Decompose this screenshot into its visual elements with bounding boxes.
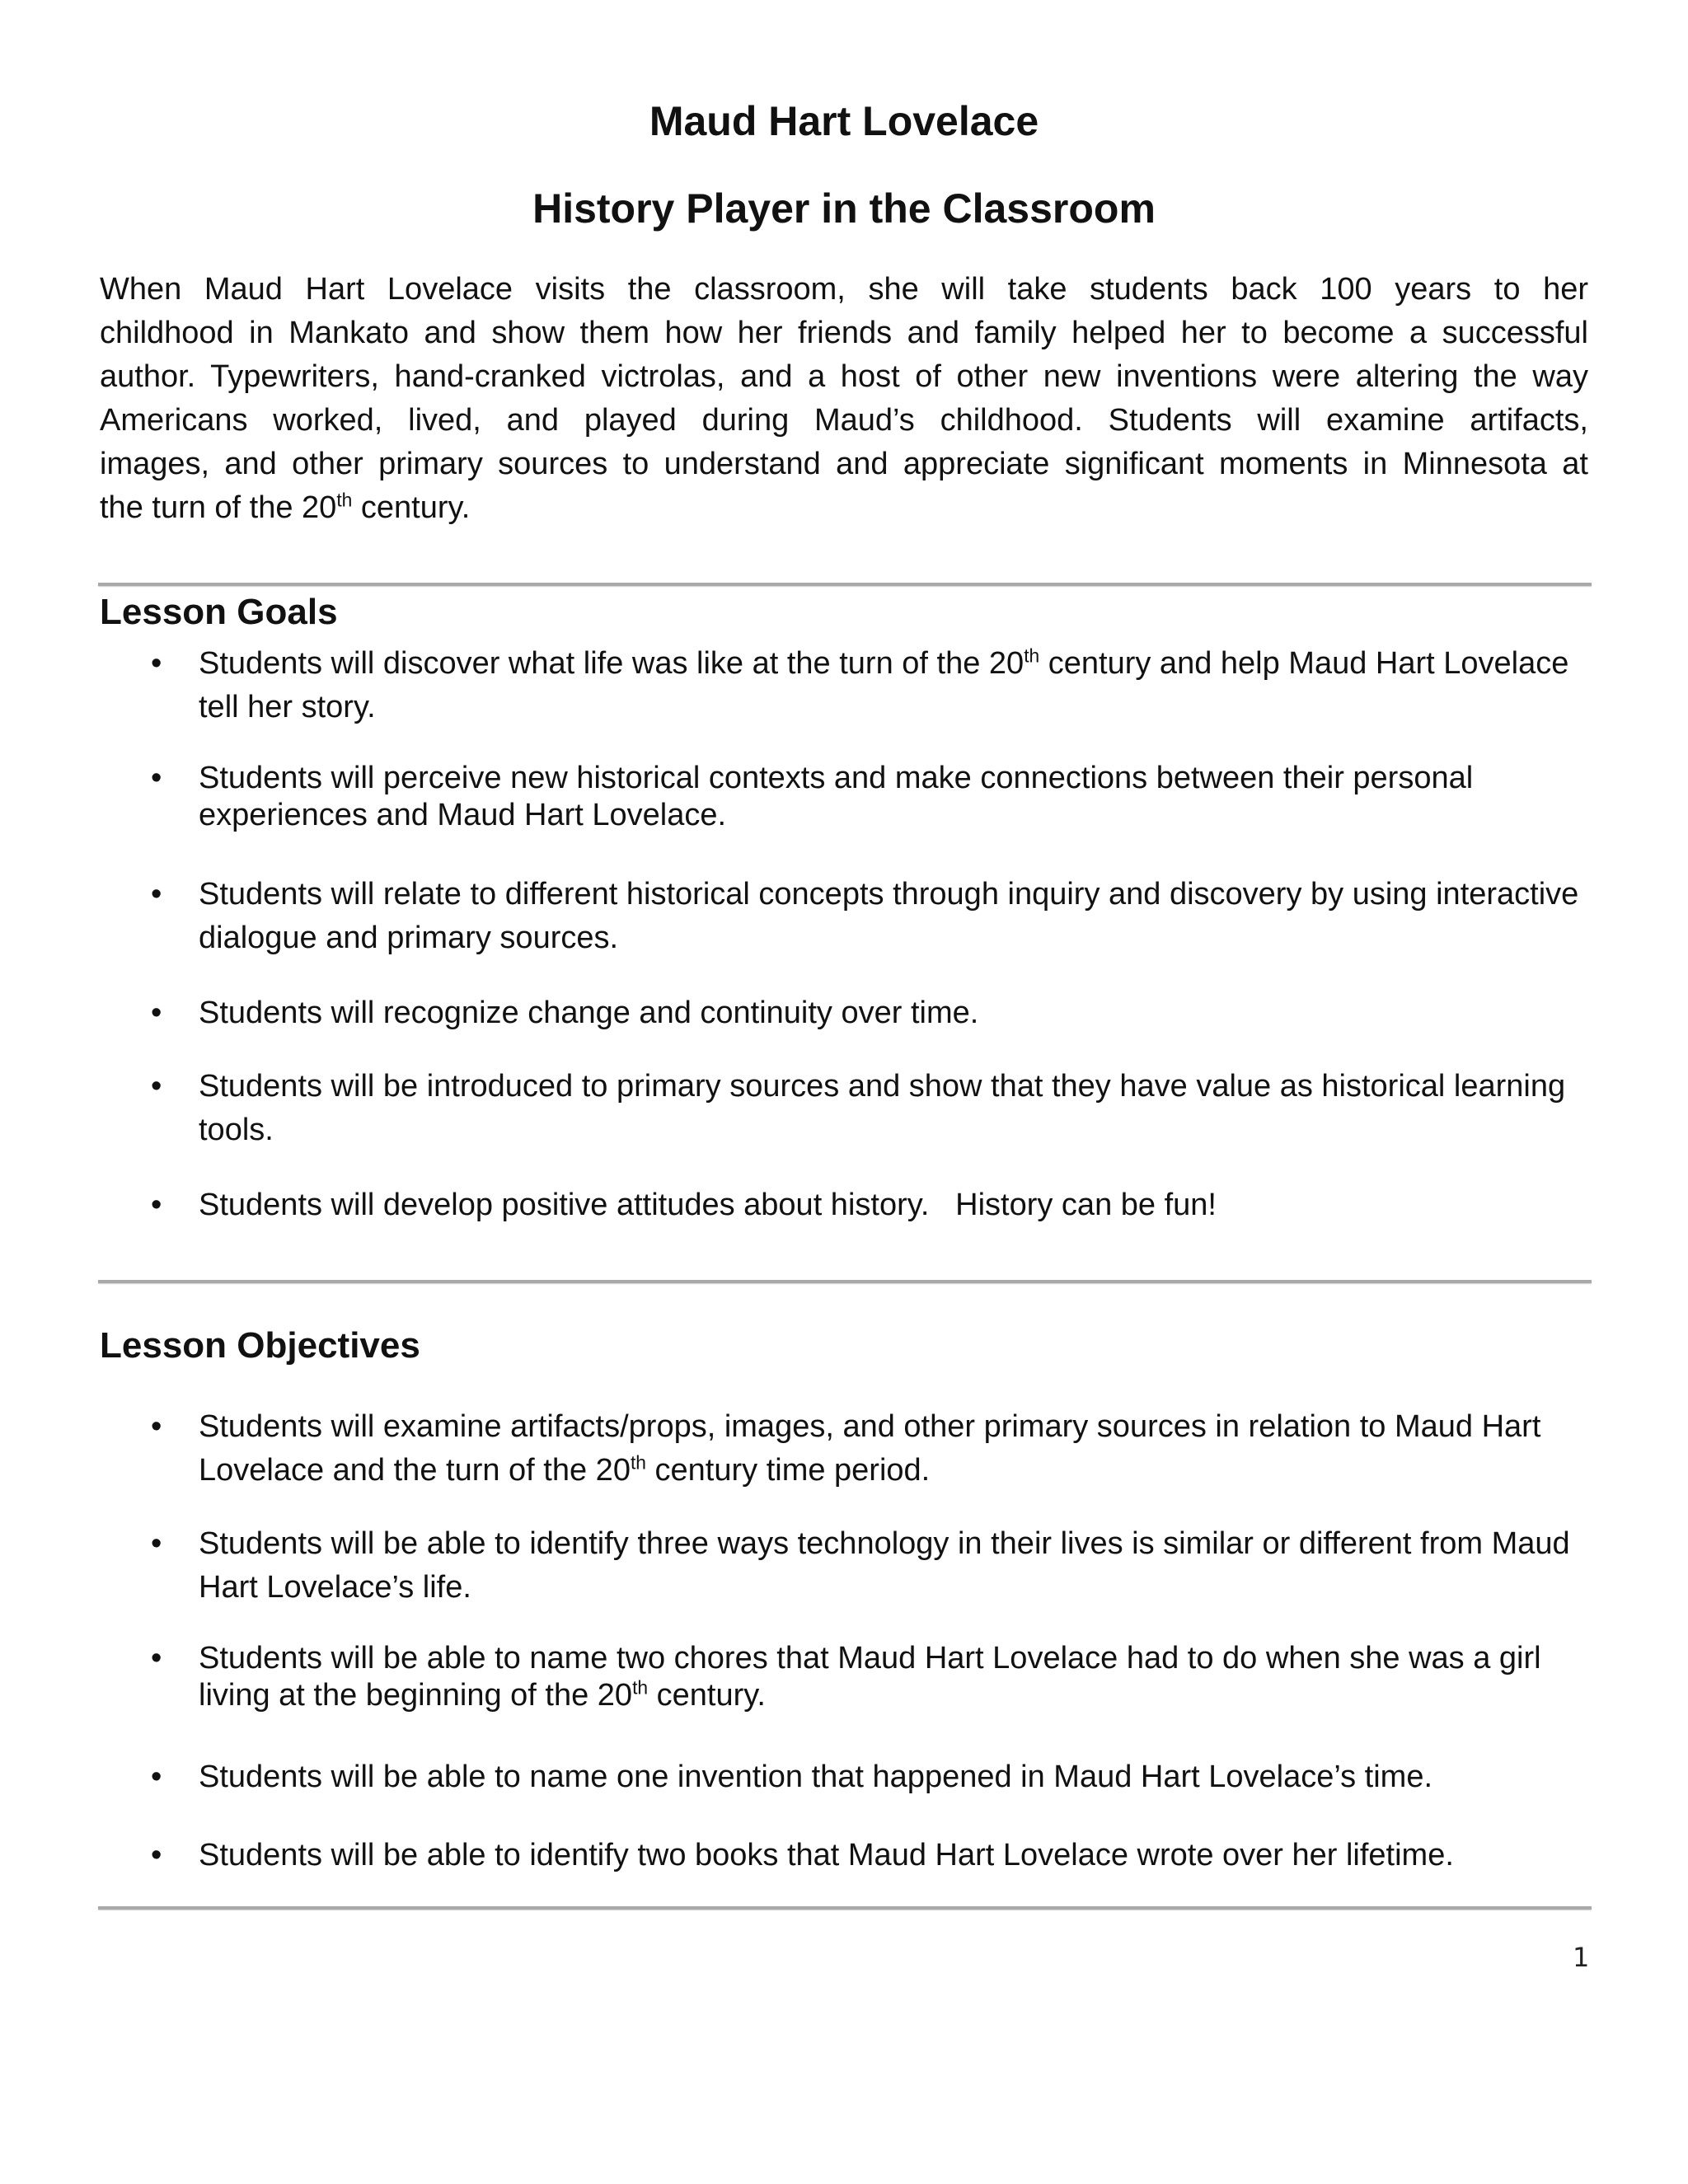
bullet-icon: • bbox=[151, 1409, 162, 1444]
section-divider bbox=[98, 1280, 1592, 1283]
bullet-icon: • bbox=[151, 877, 162, 912]
bullet-icon: • bbox=[151, 761, 162, 795]
lesson-objectives-heading: Lesson Objectives bbox=[100, 1325, 420, 1366]
intro-line: When Maud Hart Lovelace visits the classroom, she will take students back 100 years to her bbox=[100, 272, 1588, 307]
section-divider bbox=[98, 583, 1592, 586]
bullet-icon: • bbox=[151, 1641, 162, 1675]
document-title: Maud Hart Lovelace bbox=[649, 98, 1039, 144]
document-page: Maud Hart Lovelace History Player in the Classroom When Maud Hart Lovelace visits the classroom, she will take students back 100 years to her childhood in Mankato and show them how her friends and family helped her to become a successful author. Typewriters, hand-cranked victrolas, and a host of other new inventions were altering the way Americans worked, lived, and played during Maud’s childhood. Students will examine artifacts, images, and other primary sources to understand and appreciate significant moments in Minnesota at the turn of the 20th century. Lesson Goals • Students will discover what life was like at the turn of the 20th century and help Maud Hart Lovelace tell her story. • Students will perceive new historical contexts and make connections between their personal experiences and Maud Hart Lovelace. • Students will relate to different historical concepts through inquiry and discovery by using interactive dialogue and primary sources. • Students will recognize change and continuity over time. • Students will be introduced to primary sources and show that they have value as historical learning tools. • Students will develop positive attitudes about history. History can be fun! Lesson Objectives • Students will examine artifacts/props, images, and other primary sources in relation to Maud Hart Lovelace and the turn of the 20th century time period. • Students will be able to identify three ways technology in their lives is similar or different from Maud Hart Lovelace’s life. • Students will be able to name two chores that Maud Hart Lovelace had to do when she was a girl living at the beginning of the 20th century. • Students will be able to name one invention that happened in Maud Hart Lovelace’s time. • Students will be able to identify two books that Maud Hart Lovelace wrote over her lifetime. 1 bbox=[0, 0, 1688, 2184]
intro-paragraph bbox=[100, 268, 1588, 530]
section-divider bbox=[98, 1906, 1592, 1910]
intro-line: Americans worked, lived, and played during Maud’s childhood. Students will examine artifacts, bbox=[100, 403, 1588, 438]
bullet-icon: • bbox=[151, 1188, 162, 1222]
bullet-icon: • bbox=[151, 1526, 162, 1561]
page-number: 1 bbox=[1573, 1942, 1590, 1973]
intro-line: childhood in Mankato and show them how her friends and family helped her to become a successful bbox=[100, 316, 1588, 350]
bullet-icon: • bbox=[151, 1069, 162, 1104]
bullet-icon: • bbox=[151, 1760, 162, 1794]
bullet-icon: • bbox=[151, 1838, 162, 1872]
bullet-icon: • bbox=[151, 996, 162, 1030]
bullet-icon: • bbox=[151, 646, 162, 681]
document-subtitle: History Player in the Classroom bbox=[532, 185, 1156, 232]
intro-line-last: the turn of the 20th century. bbox=[100, 489, 471, 525]
intro-line: images, and other primary sources to understand and appreciate significant moments in Minnesota at bbox=[100, 447, 1588, 481]
intro-line: author. Typewriters, hand-cranked victrolas, and a host of other new inventions were altering the way bbox=[100, 359, 1588, 394]
lesson-goals-heading: Lesson Goals bbox=[100, 592, 338, 632]
